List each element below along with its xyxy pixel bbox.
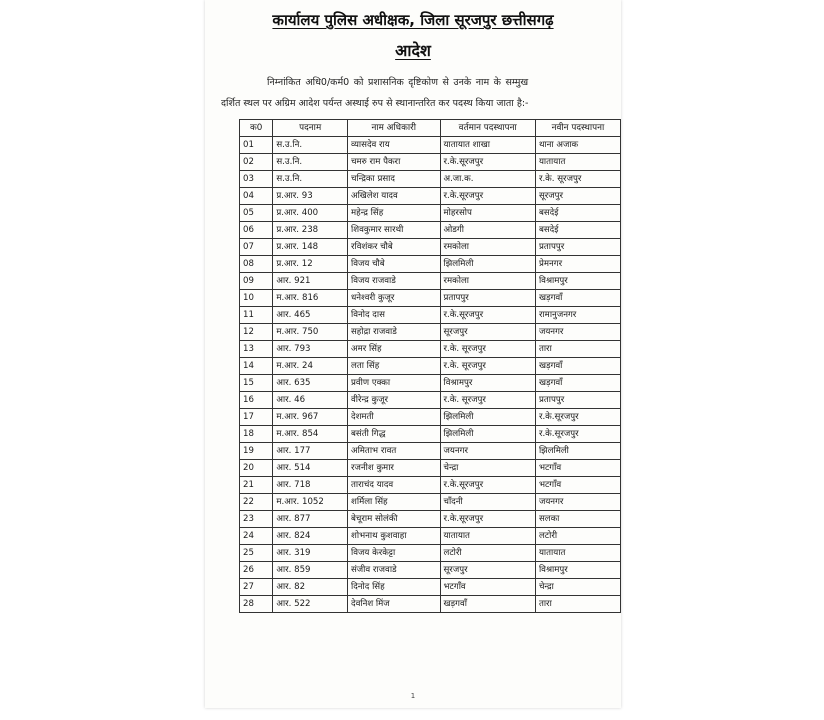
cell-current-posting: र.के.सूरजपुर bbox=[440, 477, 535, 494]
cell-current-posting: र.के.सूरजपुर bbox=[440, 154, 535, 171]
cell-post: आर. 859 bbox=[273, 562, 348, 579]
cell-new-posting: भटगाँव bbox=[535, 460, 620, 477]
cell-current-posting: रमकोला bbox=[440, 273, 535, 290]
cell-new-posting: प्रतापपुर bbox=[535, 392, 620, 409]
cell-new-posting: खड़गवाँ bbox=[535, 358, 620, 375]
cell-current-posting: ओडगी bbox=[440, 222, 535, 239]
cell-officer-name: बसंती गिद्ध bbox=[348, 426, 441, 443]
cell-officer-name: वीरेन्द्र कुजूर bbox=[348, 392, 441, 409]
cell-post: म.आर. 854 bbox=[273, 426, 348, 443]
cell-serial: 23 bbox=[240, 511, 273, 528]
cell-officer-name: अमिताभ रावत bbox=[348, 443, 441, 460]
table-row bbox=[240, 307, 621, 324]
cell-serial: 18 bbox=[240, 426, 273, 443]
cell-post: प्र.आर. 238 bbox=[273, 222, 348, 239]
cell-serial: 11 bbox=[240, 307, 273, 324]
intro-line-2: दर्शित स्थल पर अग्रिम आदेश पर्यन्त अस्थाई रुप से स्थानान्तरित कर पदस्थ किया जाता है:- bbox=[221, 98, 529, 109]
table-row bbox=[240, 562, 621, 579]
cell-serial: 12 bbox=[240, 324, 273, 341]
cell-serial: 16 bbox=[240, 392, 273, 409]
table-row bbox=[240, 205, 621, 222]
table-row bbox=[240, 579, 621, 596]
cell-serial: 24 bbox=[240, 528, 273, 545]
cell-serial: 08 bbox=[240, 256, 273, 273]
cell-post: म.आर. 750 bbox=[273, 324, 348, 341]
cell-new-posting: भटगाँव bbox=[535, 477, 620, 494]
cell-current-posting: झिलमिली bbox=[440, 409, 535, 426]
cell-officer-name: चन्द्रिका प्रसाद bbox=[348, 171, 441, 188]
cell-officer-name: दिनोद सिंह bbox=[348, 579, 441, 596]
cell-serial: 03 bbox=[240, 171, 273, 188]
table-row bbox=[240, 222, 621, 239]
table-row bbox=[240, 426, 621, 443]
table-header-row bbox=[240, 120, 621, 137]
cell-current-posting: र.के. सूरजपुर bbox=[440, 358, 535, 375]
cell-post: म.आर. 24 bbox=[273, 358, 348, 375]
cell-current-posting: भटगाँव bbox=[440, 579, 535, 596]
cell-officer-name: अखिलेश यादव bbox=[348, 188, 441, 205]
table-row bbox=[240, 596, 621, 613]
cell-current-posting: प्रतापपुर bbox=[440, 290, 535, 307]
cell-current-posting: रमकोला bbox=[440, 239, 535, 256]
cell-current-posting: र.के.सूरजपुर bbox=[440, 511, 535, 528]
cell-current-posting: अ.जा.क. bbox=[440, 171, 535, 188]
cell-new-posting: विश्रामपुर bbox=[535, 562, 620, 579]
table-row bbox=[240, 494, 621, 511]
cell-officer-name: देशमती bbox=[348, 409, 441, 426]
cell-officer-name: विजय केरकेट्टा bbox=[348, 545, 441, 562]
cell-new-posting: यातायात bbox=[535, 154, 620, 171]
cell-serial: 07 bbox=[240, 239, 273, 256]
table-row bbox=[240, 528, 621, 545]
cell-new-posting: र.के. सूरजपुर bbox=[535, 171, 620, 188]
cell-new-posting: तारा bbox=[535, 341, 620, 358]
col-header-new-posting: नवीन पदस्थापना bbox=[535, 120, 620, 137]
cell-serial: 10 bbox=[240, 290, 273, 307]
cell-current-posting: र.के.सूरजपुर bbox=[440, 307, 535, 324]
cell-post: म.आर. 1052 bbox=[273, 494, 348, 511]
table-row bbox=[240, 256, 621, 273]
col-header-post: पदनाम bbox=[273, 120, 348, 137]
cell-officer-name: संजीव राजवाडे bbox=[348, 562, 441, 579]
cell-new-posting: झिलमिली bbox=[535, 443, 620, 460]
cell-officer-name: ताराचंद यादव bbox=[348, 477, 441, 494]
table-row bbox=[240, 392, 621, 409]
cell-new-posting: जयनगर bbox=[535, 494, 620, 511]
cell-serial: 14 bbox=[240, 358, 273, 375]
cell-current-posting: सूरजपुर bbox=[440, 562, 535, 579]
cell-post: आर. 877 bbox=[273, 511, 348, 528]
cell-new-posting: सलका bbox=[535, 511, 620, 528]
table-row bbox=[240, 171, 621, 188]
cell-post: आर. 177 bbox=[273, 443, 348, 460]
cell-serial: 22 bbox=[240, 494, 273, 511]
cell-serial: 27 bbox=[240, 579, 273, 596]
cell-post: स.उ.नि. bbox=[273, 171, 348, 188]
table-row bbox=[240, 239, 621, 256]
table-row bbox=[240, 409, 621, 426]
table-row bbox=[240, 477, 621, 494]
cell-current-posting: चाँदनी bbox=[440, 494, 535, 511]
table-row bbox=[240, 545, 621, 562]
cell-current-posting: सूरजपुर bbox=[440, 324, 535, 341]
cell-serial: 02 bbox=[240, 154, 273, 171]
cell-new-posting: र.के.सूरजपुर bbox=[535, 409, 620, 426]
table-row bbox=[240, 290, 621, 307]
table-row bbox=[240, 341, 621, 358]
order-heading: आदेश bbox=[395, 41, 431, 60]
cell-serial: 13 bbox=[240, 341, 273, 358]
cell-officer-name: धनेश्वरी कुजूर bbox=[348, 290, 441, 307]
cell-current-posting: विश्रामपुर bbox=[440, 375, 535, 392]
cell-officer-name: व्यासदेव राय bbox=[348, 137, 441, 154]
cell-officer-name: शर्मिला सिंह bbox=[348, 494, 441, 511]
cell-new-posting: चेन्द्रा bbox=[535, 579, 620, 596]
table-row bbox=[240, 375, 621, 392]
cell-current-posting: यातायात शाखा bbox=[440, 137, 535, 154]
cell-new-posting: सूरजपुर bbox=[535, 188, 620, 205]
table-row bbox=[240, 511, 621, 528]
cell-officer-name: शोभनाथ कुशवाहा bbox=[348, 528, 441, 545]
office-title: कार्यालय पुलिस अधीक्षक, जिला सूरजपुर छत्तीसगढ़ bbox=[272, 11, 554, 29]
cell-post: आर. 319 bbox=[273, 545, 348, 562]
cell-post: आर. 465 bbox=[273, 307, 348, 324]
cell-officer-name: सहोद्रा राजवाडे bbox=[348, 324, 441, 341]
cell-officer-name: चमरु राम पैकरा bbox=[348, 154, 441, 171]
table-row bbox=[240, 358, 621, 375]
cell-new-posting: खड़गवाँ bbox=[535, 290, 620, 307]
cell-new-posting: रामानुजनगर bbox=[535, 307, 620, 324]
cell-serial: 06 bbox=[240, 222, 273, 239]
table-row bbox=[240, 188, 621, 205]
cell-current-posting: र.के.सूरजपुर bbox=[440, 188, 535, 205]
cell-officer-name: अमर सिंह bbox=[348, 341, 441, 358]
cell-new-posting: तारा bbox=[535, 596, 620, 613]
cell-serial: 20 bbox=[240, 460, 273, 477]
cell-serial: 19 bbox=[240, 443, 273, 460]
cell-officer-name: रजनीश कुमार bbox=[348, 460, 441, 477]
cell-current-posting: मोहरसोप bbox=[440, 205, 535, 222]
cell-officer-name: रविशंकर चौबे bbox=[348, 239, 441, 256]
cell-post: आर. 793 bbox=[273, 341, 348, 358]
cell-new-posting: प्रेमनगर bbox=[535, 256, 620, 273]
cell-post: आर. 82 bbox=[273, 579, 348, 596]
cell-new-posting: जयनगर bbox=[535, 324, 620, 341]
table-row bbox=[240, 443, 621, 460]
cell-post: प्र.आर. 400 bbox=[273, 205, 348, 222]
cell-serial: 15 bbox=[240, 375, 273, 392]
cell-serial: 17 bbox=[240, 409, 273, 426]
cell-new-posting: प्रतापपुर bbox=[535, 239, 620, 256]
cell-new-posting: खड़गवाँ bbox=[535, 375, 620, 392]
cell-officer-name: विजय राजवाडे bbox=[348, 273, 441, 290]
cell-post: प्र.आर. 93 bbox=[273, 188, 348, 205]
cell-serial: 25 bbox=[240, 545, 273, 562]
cell-officer-name: लता सिंह bbox=[348, 358, 441, 375]
cell-serial: 28 bbox=[240, 596, 273, 613]
cell-current-posting: र.के. सूरजपुर bbox=[440, 341, 535, 358]
intro-line-1: निम्नांकित अधि0/कर्म0 को प्रशासनिक दृष्टिकोण से उनके नाम के सम्मुख bbox=[267, 77, 529, 88]
cell-new-posting: विश्रामपुर bbox=[535, 273, 620, 290]
cell-officer-name: बेचूराम सोलंकी bbox=[348, 511, 441, 528]
table-body bbox=[240, 137, 621, 613]
cell-serial: 09 bbox=[240, 273, 273, 290]
cell-new-posting: यातायात bbox=[535, 545, 620, 562]
cell-serial: 05 bbox=[240, 205, 273, 222]
cell-officer-name: शिवकुमार सारथी bbox=[348, 222, 441, 239]
cell-officer-name: विनोद दास bbox=[348, 307, 441, 324]
cell-post: प्र.आर. 148 bbox=[273, 239, 348, 256]
table-row bbox=[240, 460, 621, 477]
cell-post: स.उ.नि. bbox=[273, 154, 348, 171]
cell-post: आर. 635 bbox=[273, 375, 348, 392]
cell-serial: 26 bbox=[240, 562, 273, 579]
cell-officer-name: महेन्द्र सिंह bbox=[348, 205, 441, 222]
cell-new-posting: र.के.सूरजपुर bbox=[535, 426, 620, 443]
cell-officer-name: विजय चौबे bbox=[348, 256, 441, 273]
col-header-current-posting: वर्तमान पदस्थापना bbox=[440, 120, 535, 137]
table-row bbox=[240, 324, 621, 341]
cell-post: आर. 718 bbox=[273, 477, 348, 494]
col-header-serial: क0 bbox=[240, 120, 273, 137]
cell-post: आर. 522 bbox=[273, 596, 348, 613]
cell-post: म.आर. 967 bbox=[273, 409, 348, 426]
cell-serial: 04 bbox=[240, 188, 273, 205]
cell-post: आर. 824 bbox=[273, 528, 348, 545]
document-page bbox=[205, 0, 621, 708]
cell-current-posting: जयनगर bbox=[440, 443, 535, 460]
cell-current-posting: र.के. सूरजपुर bbox=[440, 392, 535, 409]
cell-current-posting: झिलमिली bbox=[440, 256, 535, 273]
transfer-table bbox=[239, 119, 621, 613]
col-header-officer-name: नाम अधिकारी bbox=[348, 120, 441, 137]
cell-current-posting: लटोरी bbox=[440, 545, 535, 562]
cell-new-posting: बसदेई bbox=[535, 222, 620, 239]
cell-post: आर. 46 bbox=[273, 392, 348, 409]
cell-serial: 21 bbox=[240, 477, 273, 494]
cell-post: प्र.आर. 12 bbox=[273, 256, 348, 273]
cell-serial: 01 bbox=[240, 137, 273, 154]
table-row bbox=[240, 137, 621, 154]
page-number: 1 bbox=[410, 692, 416, 700]
cell-current-posting: चेन्द्रा bbox=[440, 460, 535, 477]
cell-officer-name: प्रवीण एक्का bbox=[348, 375, 441, 392]
table-row bbox=[240, 154, 621, 171]
table-row bbox=[240, 273, 621, 290]
cell-new-posting: थाना अजाक bbox=[535, 137, 620, 154]
cell-post: आर. 921 bbox=[273, 273, 348, 290]
cell-post: स.उ.नि. bbox=[273, 137, 348, 154]
cell-current-posting: खड़गवाँ bbox=[440, 596, 535, 613]
cell-new-posting: बसदेई bbox=[535, 205, 620, 222]
cell-new-posting: लटोरी bbox=[535, 528, 620, 545]
cell-current-posting: झिलमिली bbox=[440, 426, 535, 443]
cell-current-posting: यातायात bbox=[440, 528, 535, 545]
cell-post: आर. 514 bbox=[273, 460, 348, 477]
cell-officer-name: देवनिश मिंज bbox=[348, 596, 441, 613]
cell-post: म.आर. 816 bbox=[273, 290, 348, 307]
